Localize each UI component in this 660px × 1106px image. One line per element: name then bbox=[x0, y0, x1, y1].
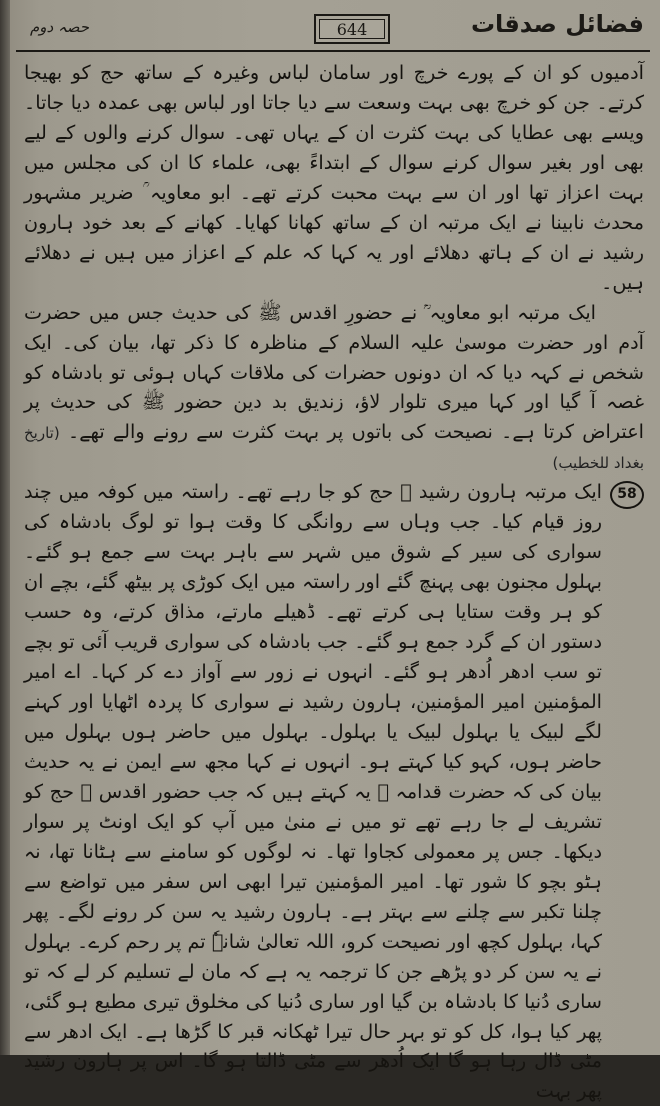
book-title: فضائل صدقات bbox=[470, 10, 644, 38]
page-header bbox=[12, 6, 654, 48]
header-rule bbox=[16, 50, 650, 52]
volume-part: حصہ دوم bbox=[30, 18, 90, 36]
numbered-paragraph bbox=[24, 477, 644, 1106]
citation: (تاریخ بغداد للخطیب) bbox=[24, 424, 644, 473]
book-spine bbox=[0, 0, 10, 1055]
page-body bbox=[24, 58, 644, 1103]
paragraph: آدمیوں کو ان کے پورے خرچ اور سامان لباس وغیرہ کے ساتھ حج کو بھیجا کرتے۔ جن کو خرچ بھی بہت وسعت سے دیا جاتا اور لباس بھی عمدہ دیا جاتا۔ ویسے بھی عطایا کی بہت کثرت ان کے یہاں تھی۔ سوال کرنے والوں کے لیے بھی اور بغیر سوال کرنے سوال کے ابتداءً بھی، علماء کا ان کی مجلس میں بہت اعزاز تھا اور ان سے بہت محبت کرتے تھے۔ ابو معاویہ ؒ ضریر مشہور محدث نابینا نے ایک مرتبہ ان کے ساتھ کھانا کھایا۔ کھانے کے بعد خود ہارون رشید نے ان کے ہاتھ دھلائے اور یہ کہا کہ علم کے اعزاز میں ہیں نے دھلائے ہیں۔ bbox=[24, 61, 644, 294]
paragraph-number-badge: 58 bbox=[610, 481, 644, 509]
paragraph-text: ایک مرتبہ ابو معاویہ ؒ نے حضورِ اقدس ﷺ کی حدیث جس میں حضرت آدم اور حضرت موسیٰ علیہ السلام کے مناظرہ کا ذکر تھا، بیان کی۔ ایک شخص نے کہہ دیا کہ ان دونوں حضرات کی ملاقات کہاں ہوئی تو بادشاہ کو غصہ آ گیا اور کہا میری تلوار لاؤ، زندیق بد دین حضور ﷺ کی حدیث پر اعتراض کرتا ہے۔ نصیحت کی باتوں پر بہت کثرت سے رونے والے تھے۔ bbox=[24, 300, 644, 444]
page-number: 644 bbox=[314, 14, 390, 44]
numbered-paragraph-text: ایک مرتبہ ہارون رشید ؒ حج کو جا رہے تھے۔ راستہ میں کوفہ میں چند روز قیام کیا۔ جب وہاں سے روانگی کا وقت ہوا تو لوگ بادشاہ کی سواری کی سیر کے شوق میں شہر سے باہر بہت سے جمع ہو گئے۔ بہلول مجنون بھی پہنچ گئے اور راستہ میں ایک کوڑی پر بیٹھ گئے، بچے ان کو ہر وقت ستایا ہی کرتے تھے۔ ڈھیلے مارتے، مذاق کرتے، وہ حسب دستور ان کے گرد جمع ہو گئے۔ جب بادشاہ کی سواری قریب آئی تو بچے تو سب ادھر اُدھر ہو گئے۔ انہوں نے زور سے آواز دے کر کہا۔ اے امیر المؤمنین امیر المؤمنین، ہارون رشید نے سواری کا پردہ اٹھایا اور کہنے لگے لبیک یا بہلول لبیک یا بہلول۔ بہلول میں حاضر ہوں بہلول میں حاضر ہوں، کہو کیا کہتے ہو۔ انہوں نے کہا مجھ سے ایمن نے یہ حدیث بیان کی کہ حضرت قدامہ ؓ یہ کہتے ہیں کہ جب حضور اقدس ﷺ حج کو تشریف لے جا رہے تھے تو میں نے منیٰ میں آپ کو ایک اونٹ پر سوار دیکھا۔ جس پر معمولی کجاوا تھا۔ نہ لوگوں کو سامنے سے ہٹانا تھا، نہ ہٹو بچو کا شور تھا۔ امیر المؤمنین تیرا ابھی اس سفر میں تواضع سے چلنا تکبر سے چلنے سے بہتر ہے۔ ہارون رشید یہ سن کر رونے لگے۔ پھر کہا، بہلول کچھ اور نصیحت کرو، اللہ تعالیٰ شانہٗ تم پر رحم کرے۔ بہلول نے یہ سن کر دو پڑھے جن کا ترجمہ یہ ہے کہ مان لے تسلیم کر لے کہ تو ساری دُنیا کا بادشاہ بن گیا اور ساری دُنیا کی مخلوق تیری مطیع ہو گئی، پھر کیا ہوا، کل کو تو بہر حال تیرا ٹھکانہ قبر کا گڑھا ہے۔ ایک ادھر سے مٹی ڈال رہا ہو گا ایک اُدھر سے مٹی ڈالتا ہو گا۔ اس پر ہارون رشید پھر بہت bbox=[24, 480, 602, 1103]
paragraph bbox=[24, 298, 644, 478]
